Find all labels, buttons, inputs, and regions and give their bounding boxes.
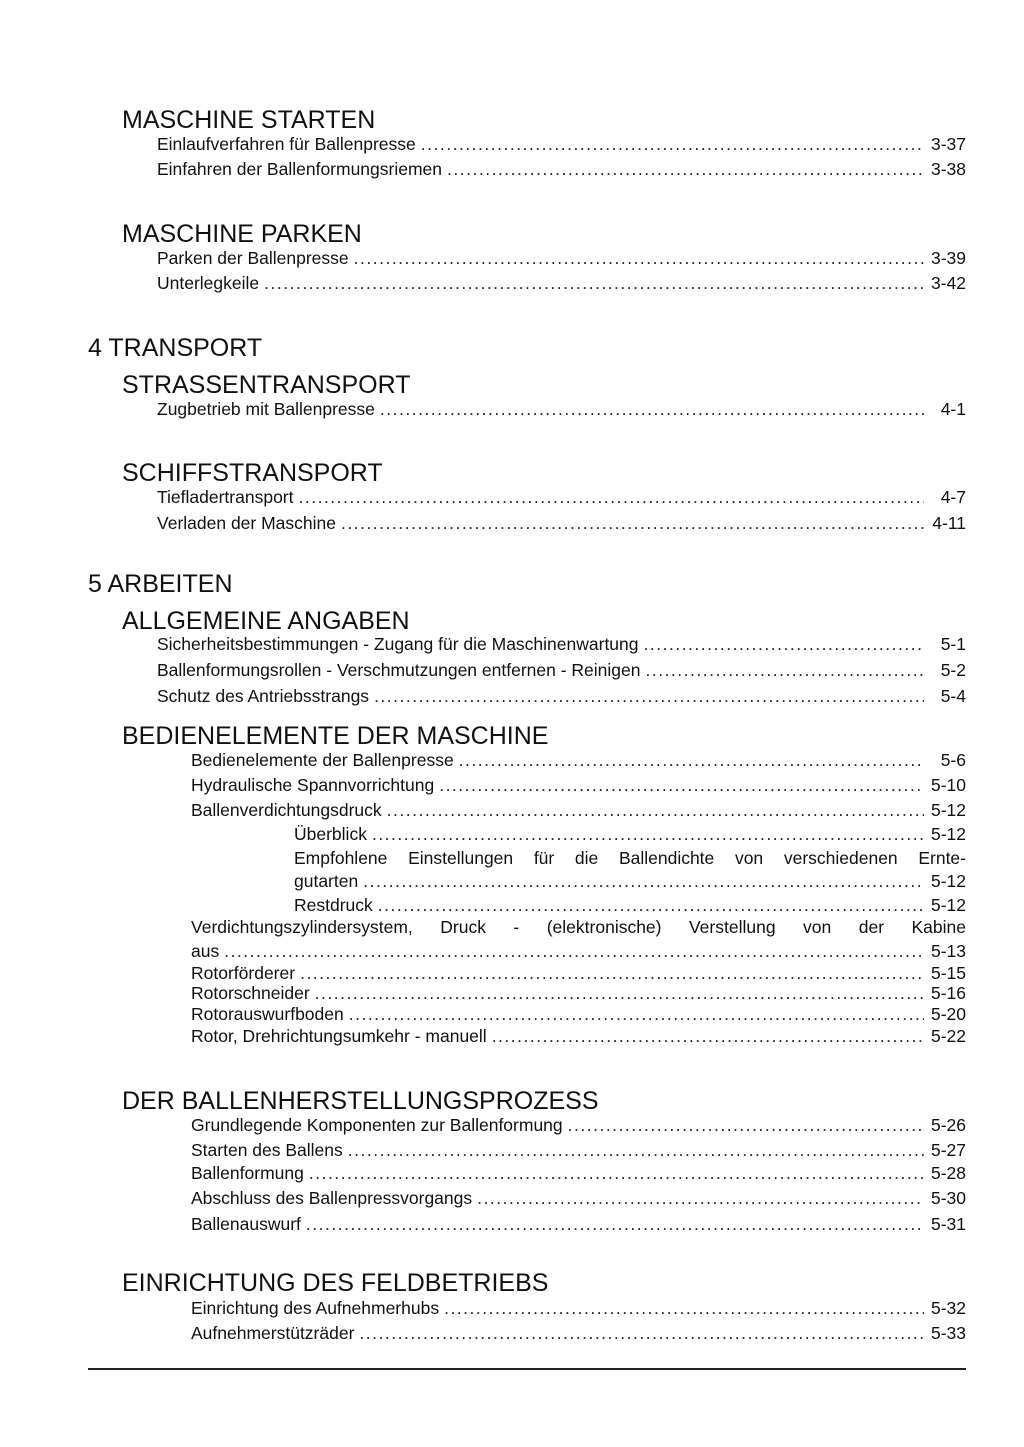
toc-entry[interactable]: [191, 1297, 966, 1319]
dot-leader: [444, 1297, 924, 1319]
entry-title: Einlaufverfahren für Ballenpresse: [157, 134, 416, 154]
toc-entry[interactable]: [191, 962, 966, 984]
dot-leader: [447, 158, 924, 180]
toc-entry[interactable]: [157, 133, 966, 155]
entry-title: Rotorauswurfboden: [191, 1004, 344, 1024]
section-heading: STRASSENTRANSPORT: [122, 371, 411, 399]
entry-page: 5-26: [930, 1115, 966, 1135]
dot-leader: [387, 799, 924, 821]
entry-title: Ballenverdichtungsdruck: [191, 800, 382, 820]
dot-leader: [380, 398, 924, 420]
entry-title: Zugbetrieb mit Ballenpresse: [157, 399, 375, 419]
chapter-heading: 4 TRANSPORT: [88, 334, 263, 362]
entry-page: 5-13: [930, 941, 966, 961]
dot-leader: [299, 486, 925, 508]
dot-leader: [645, 659, 924, 681]
dot-leader: [315, 982, 924, 1004]
dot-leader: [372, 823, 924, 845]
toc-entry[interactable]: [157, 398, 966, 420]
toc-entry[interactable]: [157, 633, 966, 655]
dot-leader: [354, 247, 924, 269]
entry-page: 5-22: [930, 1026, 966, 1046]
toc-entry[interactable]: [191, 1162, 966, 1184]
toc-entry[interactable]: [294, 823, 966, 845]
toc-entry[interactable]: [191, 774, 966, 796]
entry-title: Schutz des Antriebsstrangs: [157, 686, 370, 706]
entry-page: 4-7: [940, 487, 966, 507]
entry-page: 5-4: [940, 686, 966, 706]
toc-entry[interactable]: [191, 1114, 966, 1136]
section-heading: DER BALLENHERSTELLUNGSPROZESS: [122, 1087, 599, 1115]
dot-leader: [306, 1213, 924, 1235]
entry-page: 5-33: [930, 1323, 966, 1343]
dot-leader: [224, 940, 924, 962]
dot-leader: [492, 1025, 924, 1047]
dot-leader: [300, 962, 924, 984]
entry-page: 4-1: [940, 399, 966, 419]
toc-entry[interactable]: [157, 685, 966, 707]
entry-title: Grundlegende Komponenten zur Ballenformung: [191, 1115, 563, 1135]
entry-title: Rotorschneider: [191, 983, 310, 1003]
entry-title: Einfahren der Ballenformungsriemen: [157, 159, 443, 179]
entry-title: Unterlegkeile: [157, 273, 260, 293]
entry-title: Bedienelemente der Ballenpresse: [191, 750, 454, 770]
entry-page: 3-37: [930, 134, 966, 154]
dot-leader: [477, 1187, 924, 1209]
entry-page: 5-2: [940, 660, 966, 680]
toc-entry[interactable]: [294, 894, 966, 916]
section-heading: ALLGEMEINE ANGABEN: [122, 607, 410, 635]
dot-leader: [644, 633, 924, 655]
entry-title: Sicherheitsbestimmungen - Zugang für die Maschinenwartung: [157, 634, 639, 654]
entry-page: 5-12: [930, 800, 966, 820]
entry-title: Ballenformungsrollen - Verschmutzungen entfernen - Reinigen: [157, 660, 641, 680]
entry-page: 5-31: [930, 1214, 966, 1234]
toc-entry[interactable]: [191, 749, 966, 771]
entry-title: Überblick: [294, 824, 367, 844]
toc-entry-wrapped-line[interactable]: Empfohlene Einstellungen für die Ballendichte von verschiedenen Ernte-: [294, 848, 966, 868]
toc-entry[interactable]: [191, 1139, 966, 1161]
entry-page: 5-10: [930, 775, 966, 795]
entry-title: Restdruck: [294, 895, 373, 915]
entry-page: 5-16: [930, 983, 966, 1003]
entry-title: Starten des Ballens: [191, 1140, 343, 1160]
entry-page: 5-12: [930, 895, 966, 915]
entry-title: Aufnehmerstützräder: [191, 1323, 355, 1343]
toc-entry[interactable]: [191, 1025, 966, 1047]
section-heading: SCHIFFSTRANSPORT: [122, 459, 383, 487]
entry-page: 3-39: [930, 248, 966, 268]
dot-leader: [309, 1162, 924, 1184]
entry-page: 5-15: [930, 963, 966, 983]
entry-title: Rotor, Drehrichtungsumkehr - manuell: [191, 1026, 487, 1046]
chapter-heading: 5 ARBEITEN: [88, 570, 233, 598]
toc-entry[interactable]: [191, 1187, 966, 1209]
entry-page: 4-11: [932, 513, 966, 533]
entry-title: Parken der Ballenpresse: [157, 248, 349, 268]
section-heading: BEDIENELEMENTE DER MASCHINE: [122, 722, 549, 750]
dot-leader: [363, 870, 924, 892]
toc-entry-wrapped-line[interactable]: Verdichtungszylindersystem, Druck - (elektronische) Verstellung von der Kabine: [191, 917, 966, 937]
entry-page: 5-20: [930, 1004, 966, 1024]
toc-entry[interactable]: [157, 272, 966, 294]
dot-leader: [348, 1139, 924, 1161]
bottom-rule: [88, 1368, 966, 1370]
entry-page: 5-6: [940, 750, 966, 770]
toc-entry[interactable]: [157, 486, 966, 508]
toc-entry[interactable]: [157, 659, 966, 681]
entry-title: Einrichtung des Aufnehmerhubs: [191, 1298, 440, 1318]
entry-title: Ballenauswurf: [191, 1214, 301, 1234]
section-heading: MASCHINE STARTEN: [122, 106, 376, 134]
toc-entry[interactable]: [191, 799, 966, 821]
dot-leader: [359, 1322, 924, 1344]
dot-leader: [421, 133, 924, 155]
entry-page: 5-12: [930, 871, 966, 891]
entry-page: 5-1: [940, 634, 966, 654]
entry-title: Tiefladertransport: [157, 487, 294, 507]
section-heading: MASCHINE PARKEN: [122, 220, 362, 248]
section-heading: EINRICHTUNG DES FELDBETRIEBS: [122, 1269, 549, 1297]
entry-page: 5-32: [930, 1298, 966, 1318]
dot-leader: [374, 685, 924, 707]
entry-title: Abschluss des Ballenpressvorgangs: [191, 1188, 473, 1208]
entry-page: 3-38: [930, 159, 966, 179]
toc-entry[interactable]: [191, 1322, 966, 1344]
toc-entry[interactable]: [191, 1003, 966, 1025]
entry-page: 5-30: [930, 1188, 966, 1208]
entry-title: Hydraulische Spannvorrichtung: [191, 775, 435, 795]
entry-page: 5-12: [930, 824, 966, 844]
dot-leader: [568, 1114, 924, 1136]
toc-entry[interactable]: [294, 870, 966, 892]
toc-entry[interactable]: [191, 982, 966, 1004]
dot-leader: [264, 272, 924, 294]
toc-entry[interactable]: [157, 247, 966, 269]
dot-leader: [378, 894, 924, 916]
entry-title: Verladen der Maschine: [157, 513, 336, 533]
entry-title: aus: [191, 941, 220, 961]
dot-leader: [459, 749, 924, 771]
entry-page: 5-27: [930, 1140, 966, 1160]
entry-title: gutarten: [294, 871, 359, 891]
toc-entry[interactable]: [157, 512, 966, 534]
dot-leader: [341, 512, 924, 534]
toc-entry[interactable]: [191, 940, 966, 962]
toc-entry[interactable]: [157, 158, 966, 180]
entry-page: 3-42: [930, 273, 966, 293]
entry-title: Ballenformung: [191, 1163, 304, 1183]
entry-page: 5-28: [930, 1163, 966, 1183]
dot-leader: [349, 1003, 924, 1025]
dot-leader: [439, 774, 924, 796]
entry-title: Rotorförderer: [191, 963, 296, 983]
toc-entry[interactable]: [191, 1213, 966, 1235]
